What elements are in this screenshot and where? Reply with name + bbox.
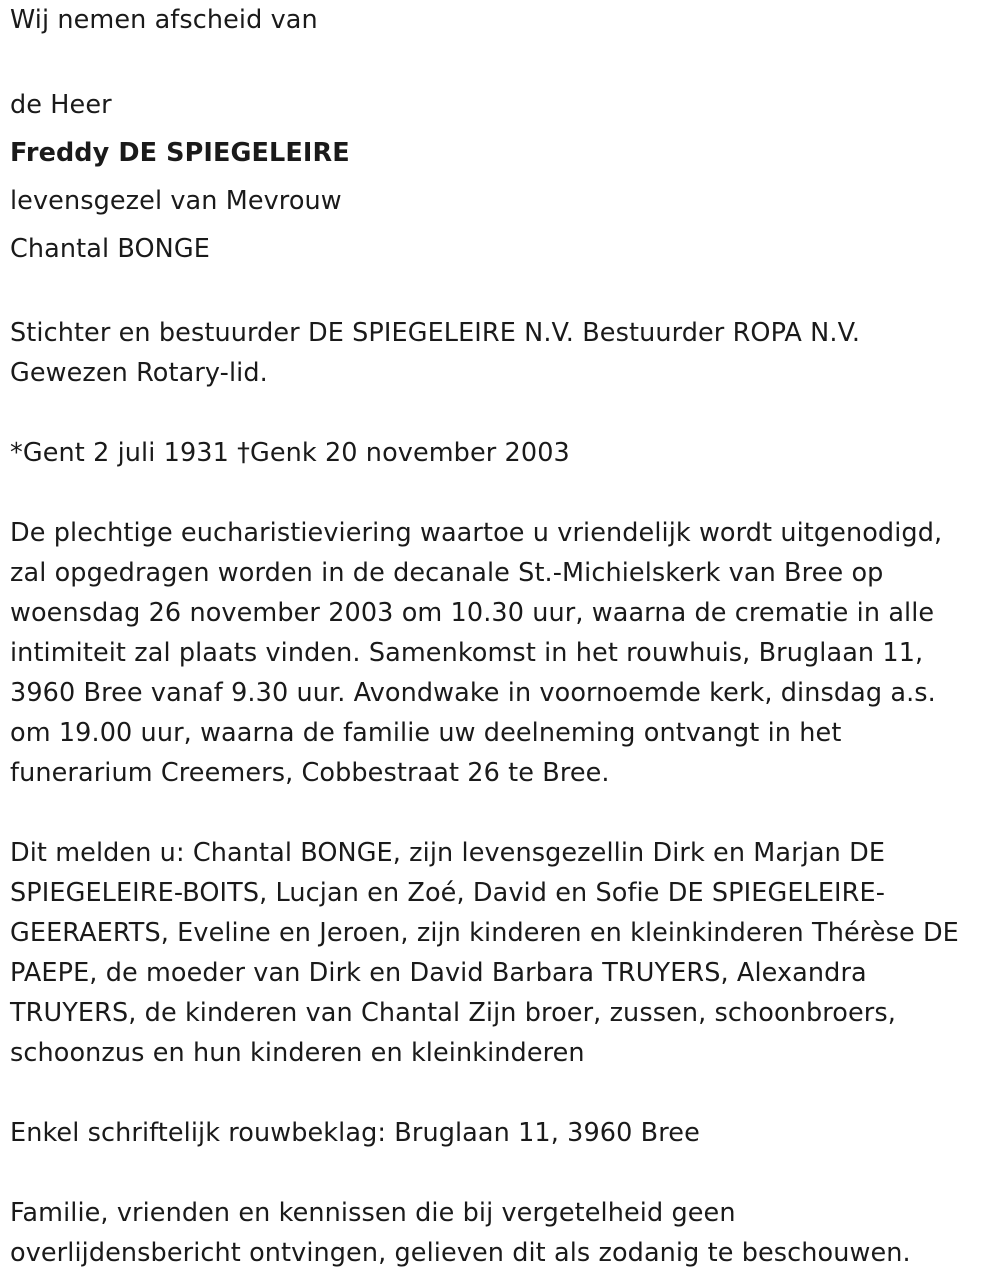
ceremony-line: funerarium Creemers, Cobbestraat 26 te Bree. [10, 758, 610, 788]
closing-paragraph [10, 1193, 995, 1273]
honorific: de Heer [10, 90, 112, 120]
death-notice [10, 0, 995, 1273]
closing-line: overlijdensbericht ontvingen, gelieven dit als zodanig te beschouwen. [10, 1238, 911, 1268]
spacer [10, 473, 995, 513]
ceremony-line: intimiteit zal plaats vinden. Samenkomst in het rouwhuis, Bruglaan 11, [10, 638, 924, 668]
partner-name: Chantal BONGE [10, 234, 210, 264]
announcers-line: schoonzus en hun kinderen en kleinkinderen [10, 1038, 585, 1068]
announcers-line: Dit melden u: Chantal BONGE, zijn levensgezellin Dirk en Marjan DE [10, 838, 886, 868]
ceremony-line: woensdag 26 november 2003 om 10.30 uur, waarna de crematie in alle [10, 598, 935, 628]
closing-line: Familie, vrienden en kennissen die bij vergetelheid geen [10, 1198, 736, 1228]
intro-text: Wij nemen afscheid van [10, 5, 318, 35]
spacer [10, 40, 995, 81]
spacer [10, 793, 995, 833]
birth-death-dates: *Gent 2 juli 1931 †Genk 20 november 2003 [10, 438, 570, 468]
ceremony-paragraph [10, 513, 995, 793]
career-line: Stichter en bestuurder DE SPIEGELEIRE N.V. Bestuurder ROPA N.V. [10, 318, 861, 348]
spacer [10, 1153, 995, 1193]
announcers-paragraph [10, 833, 995, 1073]
spacer [10, 1073, 995, 1113]
announcers-line: PAEPE, de moeder van Dirk en David Barbara TRUYERS, Alexandra [10, 958, 867, 988]
announcers-line: GEERAERTS, Eveline en Jeroen, zijn kinderen en kleinkinderen Thérèse DE [10, 918, 959, 948]
partner-intro: levensgezel van Mevrouw [10, 186, 342, 216]
career-paragraph [10, 313, 995, 393]
ceremony-line: De plechtige eucharistieviering waartoe u vriendelijk wordt uitgenodigd, [10, 518, 943, 548]
career-line: Gewezen Rotary-lid. [10, 358, 268, 388]
ceremony-line: 3960 Bree vanaf 9.30 uur. Avondwake in voornoemde kerk, dinsdag a.s. [10, 678, 936, 708]
announcers-line: SPIEGELEIRE-BOITS, Lucjan en Zoé, David en Sofie DE SPIEGELEIRE- [10, 878, 886, 908]
spacer [10, 393, 995, 433]
spacer [10, 273, 995, 313]
ceremony-line: om 19.00 uur, waarna de familie uw deelneming ontvangt in het [10, 718, 842, 748]
condolence-address: Enkel schriftelijk rouwbeklag: Bruglaan 11, 3960 Bree [10, 1118, 700, 1148]
deceased-name: Freddy DE SPIEGELEIRE [10, 138, 350, 168]
announcers-line: TRUYERS, de kinderen van Chantal Zijn broer, zussen, schoonbroers, [10, 998, 896, 1028]
ceremony-line: zal opgedragen worden in de decanale St.-Michielskerk van Bree op [10, 558, 884, 588]
